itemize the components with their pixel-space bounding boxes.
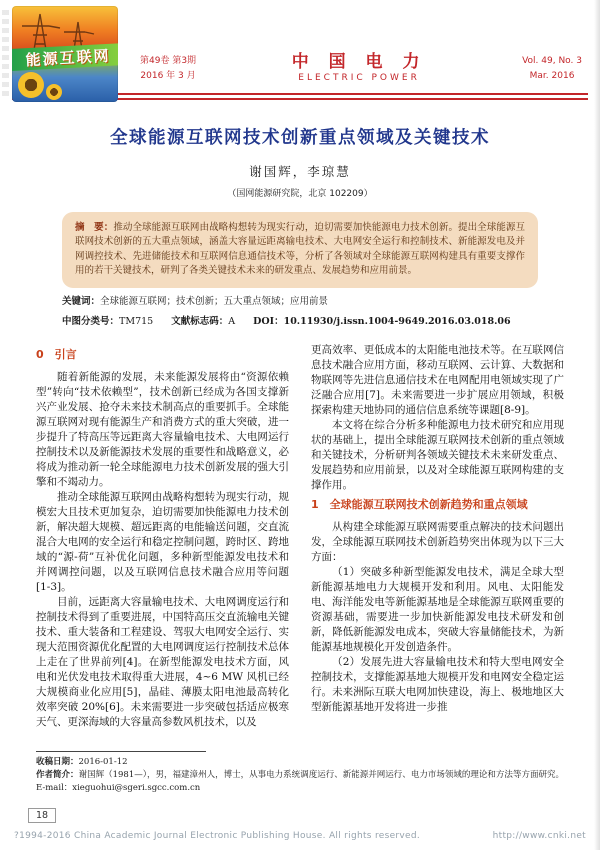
paragraph: 推动全球能源互联网由战略构想转为现实行动，规模宏大且技术更加复杂，迫切需要加快能源电力技术创新，解决超大规模、超远距离的电能输送问题，交直流混合大电网的安全运行和稳定控制问题，跨时区、跨地域的“源-荷”互补优化问题，多种新型能源发电技术和并网调控问题，以及互联网信息技术融合应用等问题[1-3]。 (36, 490, 289, 593)
paragraph: （1）突破多种新型能源发电技术，满足全球大型新能源基地电力大规模开发和利用。风电、太阳能发电、海洋能发电等新能源基地是全球能源互联网重要的资源基础，需要进一步加快新能源发电技术研发和创新，降低新能源发电成本，突破大容量储能技术，为新能源基地规模化开发创造条件。 (311, 565, 564, 653)
sunflower-graphic (18, 72, 44, 98)
issue-info-en (522, 54, 582, 84)
classification-line (62, 315, 538, 328)
paragraph: （2）发展先进大容量输电技术和特大型电网安全控制技术，支撑能源基地大规模开发和电网安全稳定运行。未来洲际互联大电网加快建设，海上、极地地区大型新能源基地开发将进一步推 (311, 655, 564, 713)
keywords-label: 关键词： (62, 295, 101, 307)
journal-name-cn: 中 国 电 力 (291, 52, 427, 72)
issue-info-cn (140, 54, 196, 84)
received-date-line (36, 756, 564, 769)
paragraph: 本文将在综合分析多种能源电力技术研究和应用现状的基础上，提出全球能源互联网技术创新的重点领域和关键技术，分析研判各领域关键技术未来研发重点、发展趋势和应用前景，以及对全球能源互联网构建的支撑作用。 (311, 418, 564, 491)
abstract-text: 推动全球能源互联网由战略构想转为现实行动，迫切需要加快能源电力技术创新。提出全球能源互联网技术创新的五大重点领域，涵盖大容量远距离输电技术、大电网安全运行和控制技术、新能源发电及并网调控技术、先进储能技术和互联网信息通信技术等，分析了各领域对全球能源互联网构建具有重要支撑作用的若干关键技术，研判了各类关键技术未来的研发重点、发展趋势和应用前景。 (75, 221, 525, 276)
section-heading-intro: 0 引言 (36, 347, 77, 361)
journal-logo (12, 6, 118, 102)
section-heading-trends: 1 全球能源互联网技术创新趋势和重点领域 (311, 497, 528, 511)
received-label: 收稿日期： (36, 757, 79, 767)
journal-name-en: ELECTRIC POWER (298, 73, 420, 83)
clc-label: 中图分类号： (62, 315, 120, 327)
doc-code-label: 文献标志码： (171, 315, 229, 327)
keywords-text: 全球能源互联网；技术创新；五大重点领域；应用前景 (100, 295, 329, 307)
cnki-footer (0, 823, 600, 850)
copyright-text: ?1994-2016 China Academic Journal Electronic Publishing House. All rights reserved. (14, 831, 421, 841)
page-number: 18 (28, 808, 56, 823)
doc-code-value: A (228, 315, 236, 327)
left-column (36, 343, 289, 744)
sunflower-small-graphic (46, 84, 62, 100)
article-affiliation: （国网能源研究院，北京 102209） (227, 188, 373, 199)
doi-label: DOI： (253, 315, 284, 327)
footnote-block (36, 751, 564, 795)
cnki-url: http://www.cnki.net (492, 831, 586, 841)
paragraph: 随着新能源的发展，未来能源发展将由“资源依赖型”转向“技术依赖型”，技术创新已经成为各国支撑新兴产业发展、抢夺未来技术制高点的重要抓手。全球能源互联网对现有能源生产和消费方式的重大突破，进一步提升了特高压等远距离大容量输电技术、大电网运行控制技术以及新能源技术发展的重要性和战略意义，必将成为推动新一轮全球能源电力技术创新发展的强大引擎和不竭动力。 (36, 370, 289, 488)
journal-name (292, 52, 427, 85)
bio-text: 谢国辉（1981—），男，福建漳州人，博士，从事电力系统调度运行、新能源并网运行、电力市场领域的理论和方法等方面研究。E-mail：xieguohui@sgeri.sgcc.com.cn (36, 770, 564, 793)
volume-issue-en: Vol. 49, No. 3 (522, 55, 582, 66)
received-value: 2016-01-12 (78, 757, 128, 767)
doi-value: 10.11930/j.issn.1004-9649.2016.03.018.06 (283, 315, 511, 327)
page-header (0, 0, 600, 100)
masthead-row (140, 0, 582, 85)
date-cn: 2016 年 3 月 (140, 70, 196, 81)
logo-banner (12, 43, 118, 71)
article-authors: 谢国辉，李琼慧 (249, 163, 351, 179)
volume-issue-cn: 第49卷 第3期 (140, 55, 197, 66)
date-en: Mar. 2016 (529, 70, 575, 81)
article-title: 全球能源互联网技术创新重点领域及关键技术 (110, 127, 490, 148)
paragraph: 从构建全球能源互联网需要重点解决的技术问题出发，全球能源互联网技术创新趋势突出体现为以下三大方面： (311, 520, 564, 563)
page-number-row (28, 803, 600, 823)
right-column (311, 343, 564, 744)
article-body (36, 343, 564, 744)
keywords-line (62, 295, 538, 308)
abstract-label: 摘 要： (75, 221, 114, 233)
logo-text: 能源互联网 (25, 46, 111, 69)
footnote-rule (36, 751, 206, 752)
author-bio-line (36, 769, 564, 795)
paragraph-continuation: 更高效率、更低成本的太阳能电池技术等。在互联网信息技术融合应用方面，移动互联网、云计算、大数据和物联网等先进信息通信技术在电网配用电领域实现了广泛融合应用[7]。未来需要进一步扩展应用领域，积极探索构建天地协同的通信信息系统等课题[8-9]。 (311, 343, 564, 416)
clc-value: TM715 (119, 315, 154, 327)
abstract-box (62, 212, 538, 288)
bio-label: 作者简介： (36, 770, 79, 780)
paragraph: 目前，远距离大容量输电技术、大电网调度运行和控制技术得到了重要进展，中国特高压交直流输电关键技术、重大装备和工程建设、驾驭大电网安全运行、实现大范围资源优化配置的大电网调度运行控制技术总体上走在了世界前列[4]。在新型能源发电技术方面，风电和光伏发电技术取得重大进展，4~6 MW 风机已经大规模商业化应用[5]，晶硅、薄膜太阳电池最高转化效率突破 20%[6]。未来需要进一步突破包括适应极寒天气、更深海域的大容量高参数风机技术，以及 (36, 595, 289, 728)
